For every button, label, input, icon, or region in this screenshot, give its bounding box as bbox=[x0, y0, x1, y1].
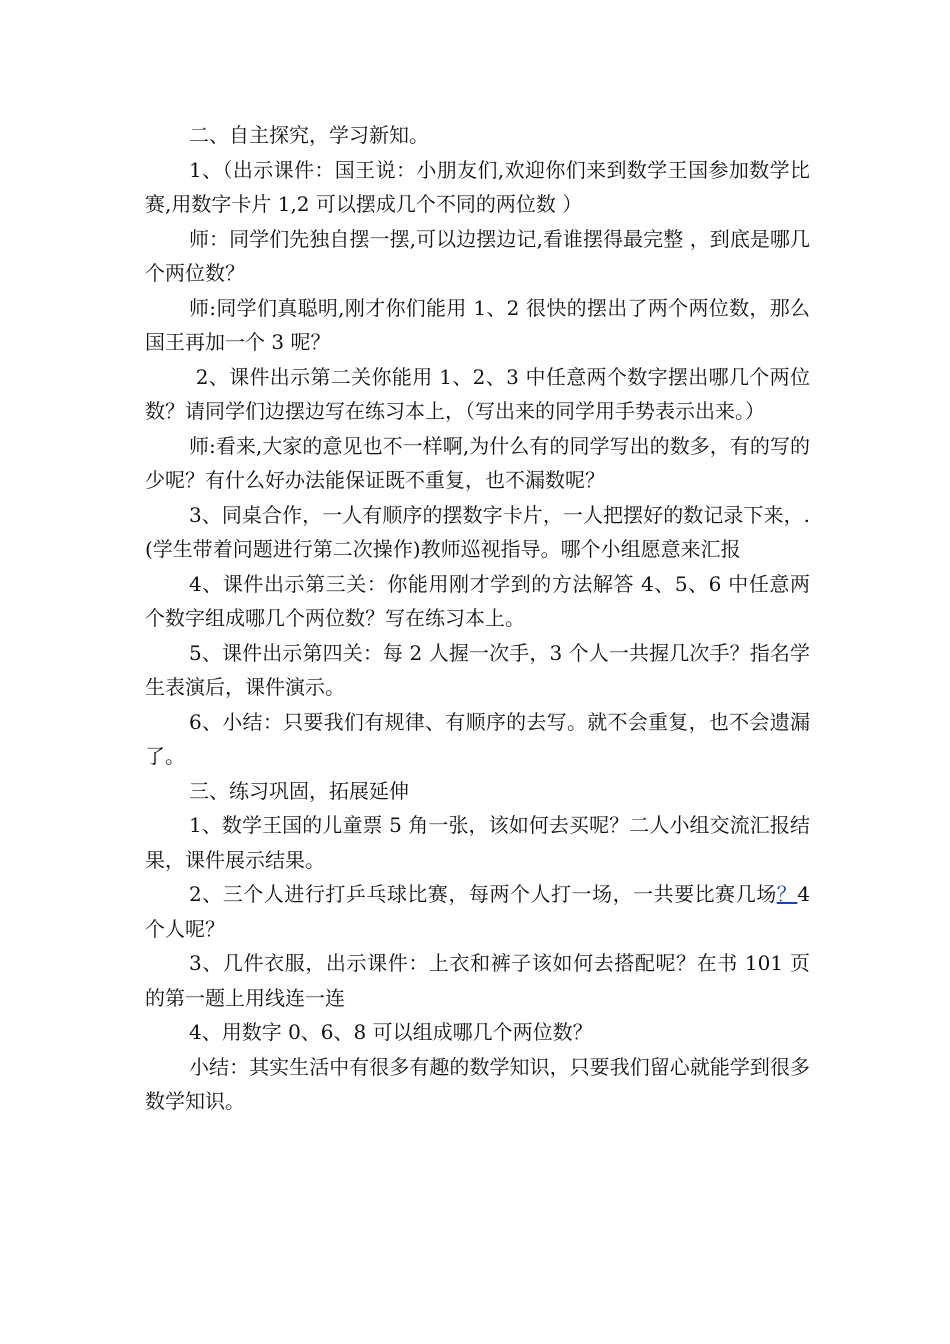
paragraph: 2、课件出示第二关你能用 1、2、3 中任意两个数字摆出哪几个两位数？请同学们边摆边写在练习本上，（写出来的同学用手势表示出来。） bbox=[145, 364, 810, 423]
paragraph: 4、课件出示第三关：你能用刚才学到的方法解答 4、5、6 中任意两个数字组成哪几个两位数？写在练习本上。 bbox=[145, 571, 810, 630]
document-body bbox=[145, 118, 810, 1119]
paragraph-text: 2、三个人进行打乒乓球比赛，每两个人打一场，一共要比赛几场 bbox=[189, 882, 777, 906]
paragraph: 4、用数字 0、6、8 可以组成哪几个两位数？ bbox=[189, 1020, 593, 1044]
paragraph: 师:同学们真聪明,刚才你们能用 1、2 很快的摆出了两个两位数，那么国王再加一个 3 呢？ bbox=[145, 295, 810, 354]
paragraph bbox=[145, 877, 810, 946]
paragraph: 师：同学们先独自摆一摆,可以边摆边记,看谁摆得最完整 ，到底是哪几个两位数？ bbox=[145, 226, 810, 285]
summary-paragraph: 小结：其实生活中有很多有趣的数学知识，只要我们留心就能学到很多数学知识。 bbox=[145, 1054, 810, 1113]
question-mark-link[interactable]: ？ bbox=[776, 882, 798, 906]
section-heading-2: 二、自主探究，学习新知。 bbox=[189, 123, 429, 147]
paragraph: 3、几件衣服，出示课件：上衣和裤子该如何去搭配呢？在书 101 页的第一题上用线连一连 bbox=[145, 951, 810, 1010]
paragraph: 1、数学王国的儿童票 5 角一张，该如何去买呢？二人小组交流汇报结果，课件展示结果。 bbox=[145, 813, 810, 872]
section-heading-3: 三、练习巩固，拓展延伸 bbox=[189, 778, 409, 803]
paragraph: 5、课件出示第四关：每 2 人握一次手，3 个人一共握几次手？指名学生表演后，课件演示。 bbox=[145, 640, 810, 699]
paragraph: 3、同桌合作，一人有顺序的摆数字卡片，一人把摆好的数记录下来，. (学生带着问题进行第二次操作)教师巡视指导。哪个小组愿意来汇报 bbox=[145, 502, 810, 561]
paragraph: 6、小结：只要我们有规律、有顺序的去写。就不会重复，也不会遗漏了。 bbox=[145, 709, 810, 768]
paragraph-text: 4 个人呢？ bbox=[145, 882, 811, 941]
paragraph: 师:看来,大家的意见也不一样啊,为什么有的同学写出的数多，有的写的少呢？有什么好办法能保证既不重复，也不漏数呢？ bbox=[145, 433, 810, 492]
paragraph: 1、（出示课件：国王说：小朋友们,欢迎你们来到数学王国参加数学比赛,用数字卡片 1,2 可以摆成几个不同的两位数 ） bbox=[145, 157, 810, 216]
